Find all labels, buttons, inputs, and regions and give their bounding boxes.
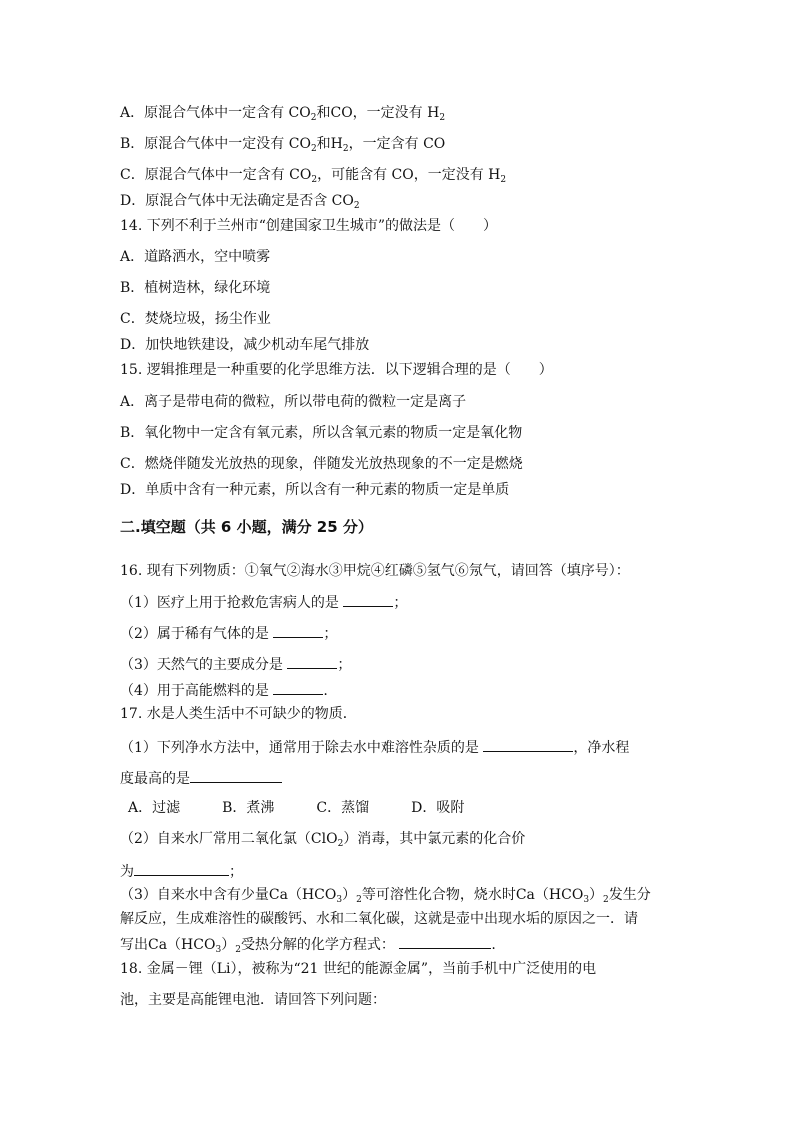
q14-stem: 14. 下列不利于兰州市“创建国家卫生城市”的做法是（ ）: [120, 218, 498, 234]
q16-sub-2: （2）属于稀有气体的是 ；: [120, 623, 337, 643]
q15-stem: 15. 逻辑推理是一种重要的化学思维方法．以下逻辑合理的是（ ）: [120, 362, 553, 378]
q13-option-d: D．原混合气体中无法确定是否含 $CO_2$: [120, 193, 360, 211]
section-heading-fill-in: 二.填空题（共 6 小题，满分 25 分）: [120, 518, 373, 536]
answer-blank[interactable]: [399, 934, 491, 949]
answer-blank[interactable]: [273, 623, 323, 638]
q15-option-a: A．离子是带电荷的微粒，所以带电荷的微粒一定是离子: [120, 394, 467, 410]
q16-stem: 16. 现有下列物质：①氧气②海水③甲烷④红磷⑤氢气⑥氖气，请回答（填序号）：: [120, 563, 630, 579]
q16-sub-3: （3）天然气的主要成分是 ；: [120, 654, 351, 674]
q14-option-a: A．道路洒水，空中喷雾: [120, 249, 271, 265]
answer-blank[interactable]: [190, 768, 282, 783]
q14-option-c: C．焚烧垃圾，扬尘作业: [120, 311, 271, 327]
answer-blank[interactable]: [134, 861, 229, 876]
q17-stem: 17. 水是人类生活中不可缺少的物质．: [120, 706, 357, 722]
answer-blank[interactable]: [343, 592, 393, 607]
q17-sub-1-line-2: 度最高的是: [120, 768, 282, 788]
q17-options: A．过滤 B．煮沸 C．蒸馏 D．吸附: [128, 800, 465, 816]
answer-blank[interactable]: [483, 737, 573, 752]
q13-option-c: C．原混合气体中一定含有 $CO_2$，可能含有 CO，一定没有 $H_2$: [120, 167, 507, 185]
q17-sub-1-line-1: （1）下列净水方法中，通常用于除去水中难溶性杂质的是 ，净水程: [120, 737, 629, 757]
q15-option-b: B．氧化物中一定含有氧元素，所以含氧元素的物质一定是氧化物: [120, 425, 523, 441]
q18-line-2: 池，主要是高能锂电池．请回答下列问题：: [120, 992, 386, 1008]
q17-sub-2-line-2: 为 ；: [120, 861, 243, 881]
q16-sub-1: （1）医疗上用于抢救危害病人的是 ；: [120, 592, 407, 612]
q16-sub-4: （4）用于高能燃料的是 .: [120, 680, 328, 700]
q14-option-d: D．加快地铁建设，减少机动车尾气排放: [120, 337, 370, 353]
q17-sub-3-line-3: 写出$Ca(HCO_3)_2$受热分解的化学方程式： .: [120, 934, 496, 954]
answer-blank[interactable]: [287, 654, 337, 669]
q17-sub-3-line-2: 解反应，生成难溶性的碳酸钙、水和二氧化碳，这就是壶中出现水垢的原因之一．请: [120, 911, 638, 927]
answer-blank[interactable]: [273, 680, 323, 695]
q15-option-d: D．单质中含有一种元素，所以含有一种元素的物质一定是单质: [120, 482, 510, 498]
q15-option-c: C．燃烧伴随发光放热的现象，伴随发光放热现象的不一定是燃烧: [120, 456, 523, 472]
q18-line-1: 18. 金属－锂（Li），被称为“21 世纪的能源金属”，当前手机中广泛使用的电: [120, 961, 597, 977]
q17-sub-2-line-1: （2）自来水厂常用二氧化氯（ClO$_2$）消毒，其中氯元素的化合价: [120, 831, 526, 849]
q13-option-b: B．原混合气体中一定没有 $CO_2$和$H_2$，一定含有 CO: [120, 136, 446, 154]
q14-option-b: B．植树造林，绿化环境: [120, 280, 271, 296]
q17-sub-3-line-1: （3）自来水中含有少量$Ca(HCO_3)_2$等可溶性化合物，烧水时$Ca(HCO_3)_2$发生分: [120, 887, 651, 905]
q13-option-a: A．原混合气体中一定含有 $CO_2$和CO，一定没有 $H_2$: [120, 105, 446, 123]
